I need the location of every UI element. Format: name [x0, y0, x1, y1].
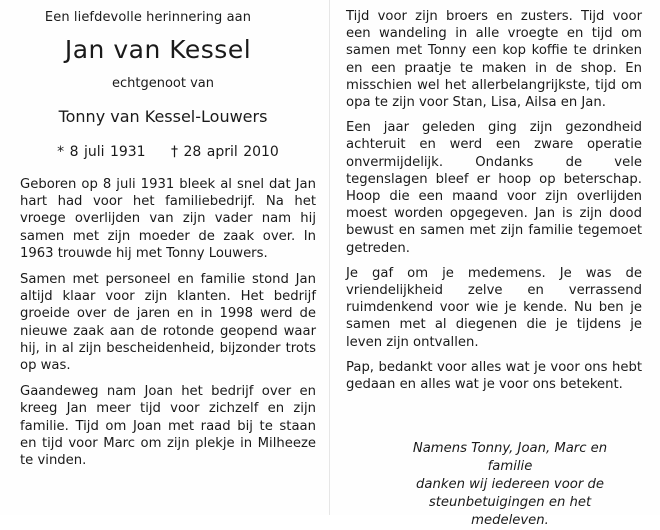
left-paragraph-3: Gaandeweg nam Joan het bedrijf over en kreeg Jan meer tijd voor zichzelf en zijn familie. Tijd om Joan met raad bij te staan en tijd voor Marc om zijn plekje in Milheeze te vinden.: [20, 384, 316, 469]
thanks-line-2: danken wij iedereen voor de: [416, 477, 604, 492]
right-paragraph-4: Pap, bedankt voor alles wat je voor ons hebt gedaan en alles wat je voor ons betekent.: [346, 359, 642, 393]
right-page: [330, 0, 660, 528]
left-paragraph-2: Samen met personeel en familie stond Jan altijd klaar voor zijn klanten. Het bedrijf groeide over de jaren en in 1998 werd de nieuwe zaak aan de rotonde geopend waar hij, in al zijn bescheidenheid, bijzonder trots op was.: [20, 272, 316, 374]
deceased-name: Jan van Kessel: [64, 35, 252, 64]
right-paragraph-1: Tijd voor zijn broers en zusters. Tijd voor een wandeling in alle vroegte en tijd om samen met Tonny een kop koffie te drinken en een praatje te maken in de shop. En misschien wel het allerbelangrijkste, tijd om opa te zijn voor Stan, Lisa, Ailsa en Jan.: [346, 9, 642, 111]
life-dates: [20, 144, 316, 160]
spouse-name: Tonny van Kessel-Louwers: [58, 107, 268, 126]
right-paragraph-2: Een jaar geleden ging zijn gezondheid achteruit en werd een zware operatie onvermijdelijk. Ondanks de vele tegenslagen bleef er hoop op beterschap. Hoop die een maand voor zijn overlijden moest worden opgegeven. Jan is zijn dood bewust en samen met zijn familie tegemoet getreden.: [346, 120, 642, 256]
thanks-line-3: steunbetuigingen en het medeleven.: [428, 495, 592, 528]
death-date: † 28 april 2010: [171, 144, 279, 160]
left-paragraph-1: Geboren op 8 juli 1931 bleek al snel dat Jan hart had voor het familiebedrijf. Na het vroege overlijden van zijn vader nam hij samen met zijn moeder de zaak over. In 1963 trouwde hij met Tonny Louwers.: [20, 177, 316, 261]
birth-date: * 8 juli 1931: [57, 144, 146, 160]
thanks-line-1: Namens Tonny, Joan, Marc en familie: [412, 441, 608, 474]
intro-text: Een liefdevolle herinnering aan: [44, 10, 252, 25]
right-paragraph-3: Je gaf om je medemens. Je was de vriendelijkheid zelve en verrassend ruimdenkend voor wie je kende. Nu ben je samen met al diegenen die je tijdens je leven zijn ontvallen.: [346, 265, 642, 350]
thanks-note: [390, 440, 630, 530]
left-page: [0, 0, 330, 515]
spouse-label: echtgenoot van: [111, 76, 214, 91]
